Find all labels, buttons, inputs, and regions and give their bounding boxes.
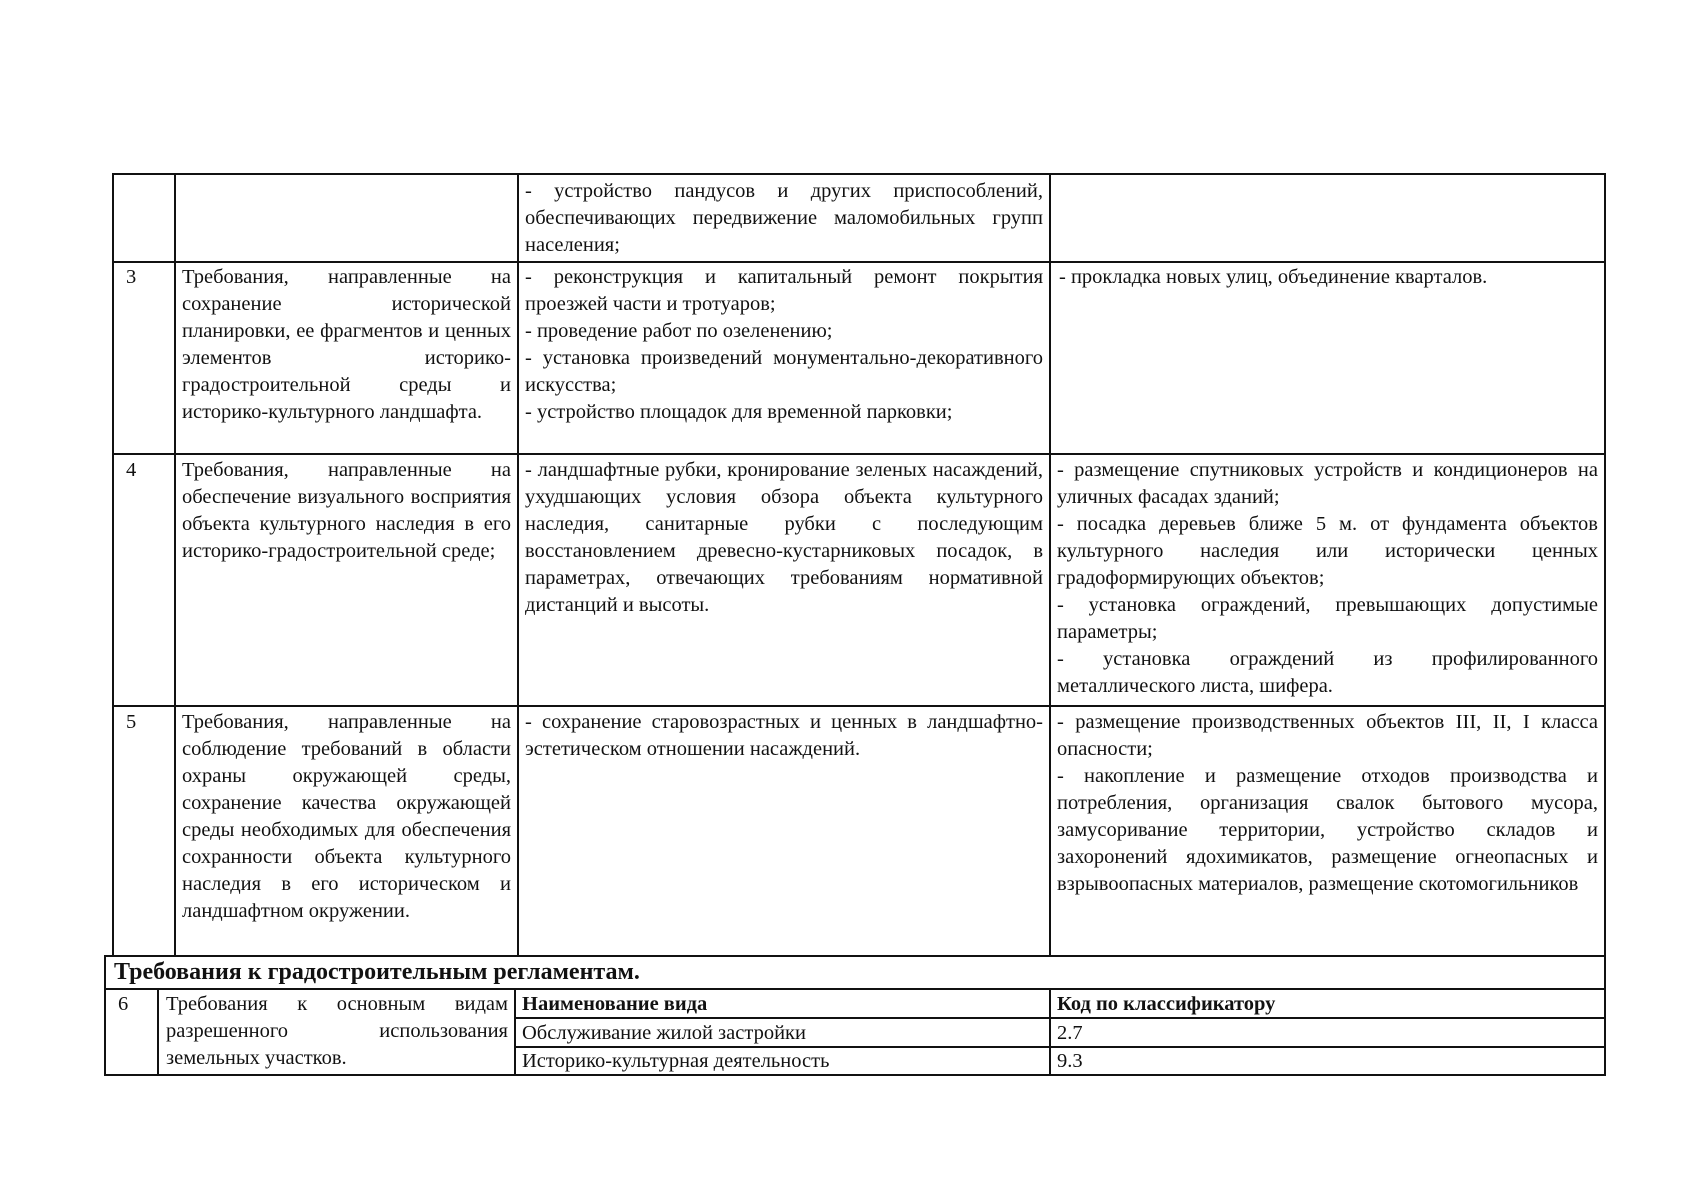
table-cell-requirement: Требования, направленные на соблюдение требований в области охраны окружающей среды, сохранение качества окружающей среды необходимых для обеспечения сохранности объекта культурного наследия в его историческом и ландшафтном окружении. bbox=[182, 711, 511, 922]
row-divider bbox=[112, 705, 1606, 707]
row-divider bbox=[104, 988, 1606, 990]
table-cell-allowed bbox=[521, 264, 1047, 426]
table-cell-code: 9.3 bbox=[1057, 1050, 1083, 1072]
column-divider bbox=[517, 173, 519, 955]
table-top-border bbox=[112, 173, 1606, 175]
table-cell-prohibited bbox=[1053, 457, 1602, 700]
row-divider bbox=[112, 453, 1606, 455]
column-divider bbox=[1049, 988, 1051, 1076]
row-number: 6 bbox=[118, 993, 129, 1015]
list-item: - сохранение старовозрастных и ценных в ландшафтно-эстетическом отношении насаждений. bbox=[525, 711, 1043, 760]
list-item: - накопление и размещение отходов производства и потребления, организация свалок бытового мусора, замусоривание территории, устройство складов и захоронений ядохимикатов, размещение огнеопасных и взрывоопасных материалов, размещение скотомогильников bbox=[1057, 765, 1598, 895]
table-cell-requirement: Требования к основным видам разрешенного использования земельных участков. bbox=[166, 993, 508, 1069]
row-number: 5 bbox=[126, 711, 137, 733]
list-item: - прокладка новых улиц, объединение кварталов. bbox=[1059, 266, 1488, 288]
list-item: - ландшафтные рубки, кронирование зеленых насаждений, ухудшающих условия обзора объекта культурного наследия, санитарные рубки с последующим восстановлением древесно-кустарниковых посадок, в параметрах, отвечающих требованиям нормативной дистанций и высоты. bbox=[525, 459, 1043, 616]
row-divider bbox=[112, 261, 1606, 263]
list-item: - посадка деревьев ближе 5 м. от фундамента объектов культурного наследия или исторически ценных градоформирующих объектов; bbox=[1057, 513, 1598, 589]
list-item: - установка ограждений из профилированного металлического листа, шифера. bbox=[1057, 648, 1598, 697]
list-item: - размещение производственных объектов III, II, I класса опасности; bbox=[1057, 711, 1598, 760]
row-number: 4 bbox=[126, 459, 137, 481]
list-item: - размещение спутниковых устройств и кондиционеров на уличных фасадах зданий; bbox=[1057, 459, 1598, 508]
table-cell-requirement: Требования, направленные на обеспечение визуального восприятия объекта культурного наследия в его историко-градостроительной среде; bbox=[182, 459, 511, 562]
column-divider bbox=[157, 988, 159, 1076]
list-item: - установка произведений монументально-декоративного искусства; bbox=[525, 347, 1043, 396]
row-number: 3 bbox=[126, 266, 137, 288]
list-item: - реконструкция и капитальный ремонт покрытия проезжей части и тротуаров; bbox=[525, 266, 1043, 315]
table-cell-code: 2.7 bbox=[1057, 1022, 1083, 1044]
column-divider bbox=[514, 988, 516, 1076]
table-cell-allowed bbox=[521, 709, 1047, 763]
table-cell-name: Историко-культурная деятельность bbox=[522, 1050, 830, 1072]
column-divider bbox=[112, 173, 114, 955]
table-cell-prohibited bbox=[1053, 709, 1602, 898]
list-item: - установка ограждений, превышающих допустимые параметры; bbox=[1057, 594, 1598, 643]
table-cell-allowed bbox=[521, 457, 1047, 619]
column-divider bbox=[104, 988, 106, 1076]
table-cell-prohibited bbox=[1055, 264, 1602, 291]
column-divider bbox=[174, 173, 176, 955]
table-cell-requirement: Требования, направленные на сохранение исторической планировки, ее фрагментов и ценных элементов историко-градостроительной среды и историко-культурного ландшафта. bbox=[182, 266, 511, 423]
list-item: - проведение работ по озеленению; bbox=[525, 320, 833, 342]
section-title: Требования к градостроительным регламентам. bbox=[114, 959, 640, 985]
table-cell-allowed: - устройство пандусов и других приспособлений, обеспечивающих передвижение маломобильных групп населения; bbox=[525, 180, 1043, 256]
column-header-code: Код по классификатору bbox=[1057, 993, 1276, 1015]
column-divider bbox=[1604, 955, 1606, 990]
list-item: - устройство площадок для временной парковки; bbox=[525, 401, 953, 423]
column-header-name: Наименование вида bbox=[522, 993, 708, 1015]
column-divider bbox=[1604, 988, 1606, 1076]
table-cell-name: Обслуживание жилой застройки bbox=[522, 1022, 806, 1044]
column-divider bbox=[1604, 173, 1606, 955]
column-divider bbox=[1049, 173, 1051, 955]
